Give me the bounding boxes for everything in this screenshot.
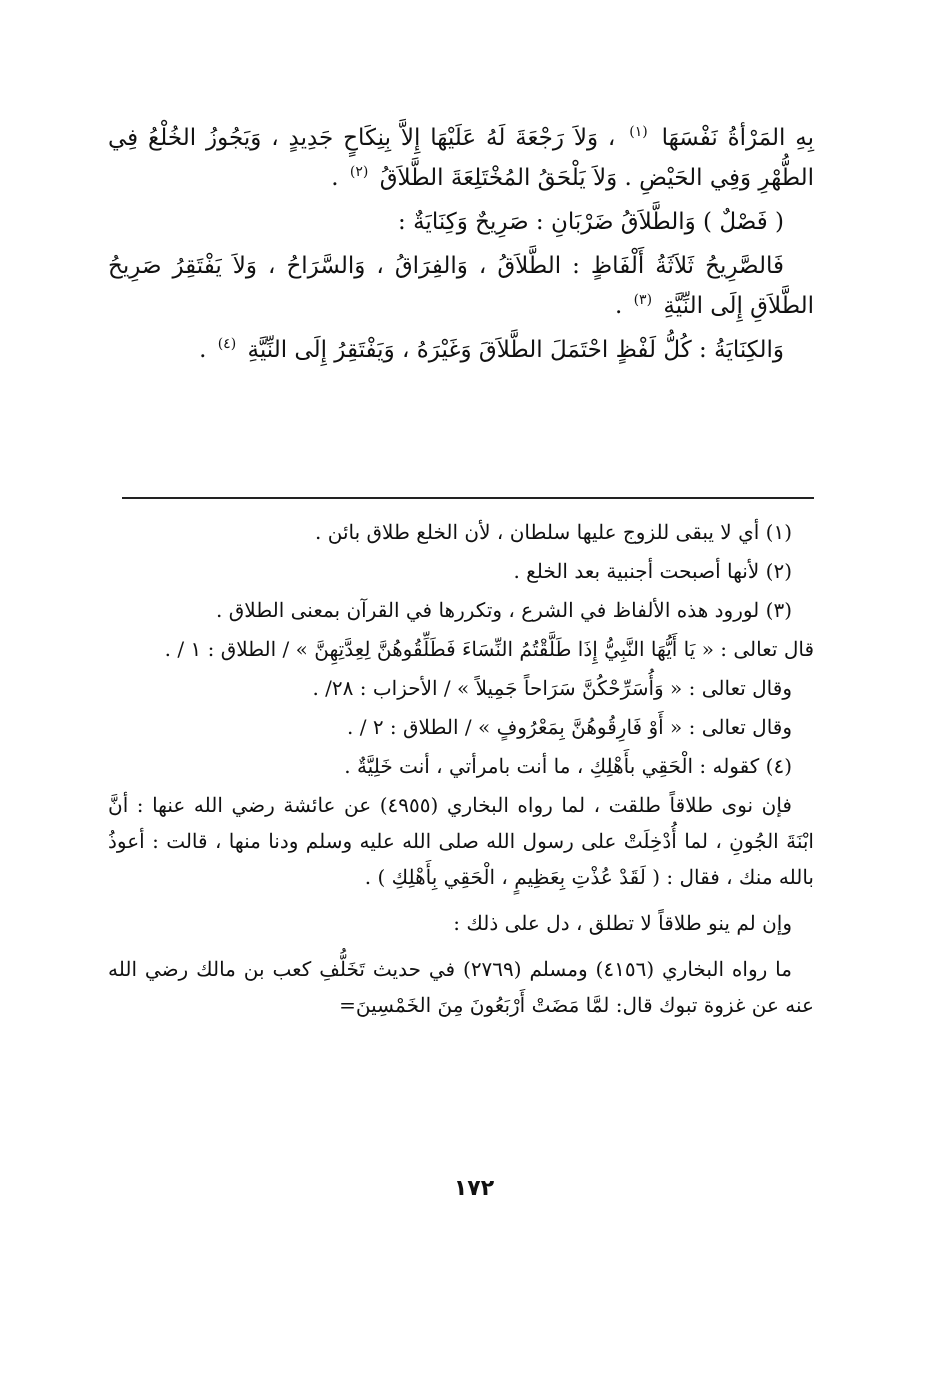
paragraph-section-heading [108, 202, 814, 242]
footnote-1: (١) أي لا يبقى للزوج عليها سلطان ، لأن الخلع طلاق بائن . [315, 520, 792, 544]
paragraph-khul [108, 118, 814, 198]
footnote-ref-2: (٢) [349, 164, 369, 181]
footnote-3: (٣) لورود هذه الألفاظ في الشرع ، وتكررها في القرآن بمعنى الطلاق . [216, 598, 792, 622]
footnote-ref-3: (٣) [633, 292, 653, 309]
footnote-divider [122, 497, 814, 499]
footnote-4-hadith: فإن نوى طلاقاً طلقت ، لما رواه البخاري (٤٩٥٥) عن عائشة رضي الله عنها : أنَّ ابْنَةَ الجُونِ ، لما أُدْخِلَتْ على رسول الله صلى الله عليه وسلم ودنا منها ، قالت : أعوذُ بالله منك ، فقال : ( لَقَدْ عُذْتِ بِعَظِيمٍ ، الْحَقِي بِأَهْلِكِ ) . [108, 793, 814, 889]
paragraph-khul-text: بِهِ المَرْأةُ نَفْسَهَا [661, 125, 815, 151]
section-heading-text: ( فَصْلٌ ) وَالطَّلاَقُ ضَرْبَانِ : صَرِيحٌ وَكِنَايَةٌ : [398, 209, 784, 235]
footnote-3-quote-1: قال تعالى : « يَا أَيُّهَا النَّبِيُّ إِذَا طَلَّقْتُمُ النِّسَاءَ فَطَلِّقُوهُنَّ لِعِدَّتِهِنَّ » / الطلاق : ١ / . [164, 637, 814, 661]
footnote-3-quote-3: وقال تعالى : « أَوْ فَارِقُوهُنَّ بِمَعْرُوفٍ » / الطلاق : ٢ / . [347, 715, 792, 739]
paragraph-khul-end: . [331, 165, 339, 191]
paragraph-implicit-end: . [199, 337, 207, 363]
paragraph-explicit-text: فَالصَّرِيحُ ثَلاَثَةُ أَلْفَاظٍ : الطَّلاَقُ ، وَالفِرَاقُ ، وَالسَّرَاحُ ، وَلاَ يَفْتَقِرُ صَرِيحُ الطَّلاَقِ إِلَى النِّيَّةِ [108, 253, 814, 319]
footnote-ref-4: (٤) [217, 336, 237, 353]
footnote-2: (٢) لأنها أصبحت أجنبية بعد الخلع . [513, 559, 792, 583]
paragraph-explicit-end: . [614, 293, 623, 319]
page-number: ١٧٢ [453, 1176, 495, 1201]
footnote-ref-1: (١) [629, 124, 648, 141]
paragraph-implicit-text: وَالكِنَايَةُ : كُلُّ لَفْظٍ احْتَمَلَ الطَّلاَقَ وَغَيْرَهُ ، وَيَفْتَقِرُ إِلَى النِّيَّةِ [247, 337, 784, 363]
main-text [108, 118, 814, 370]
main-text-block [108, 118, 814, 374]
footnote-4-no-intent: وإن لم ينو طلاقاً لا تطلق ، دل على ذلك : [453, 911, 792, 935]
footnotes-block [108, 514, 814, 1026]
footnote-3-quote-2: وقال تعالى : « وَأُسَرِّحْكُنَّ سَرَاحاً جَمِيلاً » / الأحزاب : ٢٨/ . [312, 676, 792, 700]
paragraph-khul-rest: ، وَلاَ رَجْعَةَ لَهُ عَلَيْهَا إِلاَّ بِنِكَاحٍ جَدِيدٍ ، وَيَجُوزُ الخُلْعُ فِي الطُّهْرِ وَفِي الحَيْضِ . وَلاَ يَلْحَقُ المُخْتَلِعَةَ الطَّلاَقُ [108, 125, 814, 191]
paragraph-implicit [108, 330, 814, 370]
footnote-4-kaab-hadith: ما رواه البخاري (٤١٥٦) ومسلم (٢٧٦٩) في حديث تَخَلُّفِ كعب بن مالك رضي الله عنه عن غزوة تبوك قال: لمَّا مَضَتْ أَرْبَعُونَ مِنَ الخَمْسِينَ= [108, 957, 814, 1017]
footnote-4: (٤) كقوله : الْحَقِي بأَهْلِكِ ، ما أنت بامرأتي ، أنت خَلِيَّةٌ . [344, 754, 792, 778]
paragraph-explicit [108, 246, 814, 326]
